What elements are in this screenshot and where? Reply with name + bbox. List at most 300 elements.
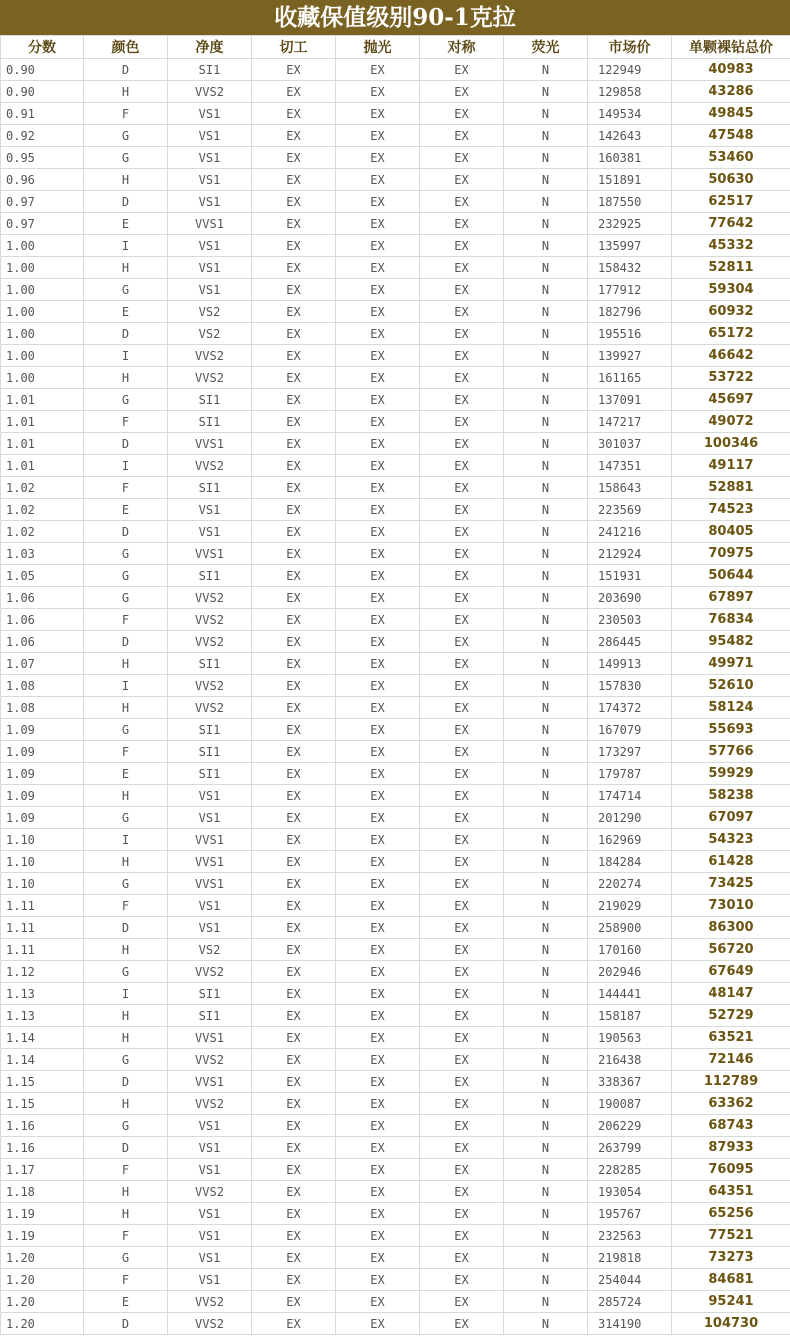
polish-cell: EX <box>336 1071 420 1093</box>
carat-cell: 1.18 <box>1 1181 84 1203</box>
table-row <box>1 697 790 719</box>
color-cell: E <box>84 763 168 785</box>
market-price-cell: 174372 <box>588 697 672 719</box>
table-row <box>1 301 790 323</box>
clarity-cell: VS1 <box>168 521 252 543</box>
clarity-cell: VVS2 <box>168 675 252 697</box>
symmetry-cell: EX <box>420 873 504 895</box>
polish-cell: EX <box>336 455 420 477</box>
carat-cell: 1.19 <box>1 1225 84 1247</box>
market-price-cell: 230503 <box>588 609 672 631</box>
market-price-cell: 129858 <box>588 81 672 103</box>
polish-cell: EX <box>336 411 420 433</box>
fluorescence-cell: N <box>504 631 588 653</box>
carat-cell: 1.02 <box>1 477 84 499</box>
symmetry-cell: EX <box>420 675 504 697</box>
carat-cell: 1.05 <box>1 565 84 587</box>
market-price-cell: 158187 <box>588 1005 672 1027</box>
color-cell: G <box>84 873 168 895</box>
market-price-cell: 162969 <box>588 829 672 851</box>
market-price-cell: 142643 <box>588 125 672 147</box>
symmetry-cell: EX <box>420 961 504 983</box>
table-row <box>1 125 790 147</box>
carat-cell: 0.92 <box>1 125 84 147</box>
color-cell: D <box>84 59 168 81</box>
carat-cell: 1.16 <box>1 1115 84 1137</box>
fluorescence-cell: N <box>504 499 588 521</box>
symmetry-cell: EX <box>420 257 504 279</box>
color-cell: H <box>84 257 168 279</box>
cut-cell: EX <box>252 433 336 455</box>
carat-cell: 1.09 <box>1 719 84 741</box>
fluorescence-cell: N <box>504 785 588 807</box>
polish-cell: EX <box>336 587 420 609</box>
cut-cell: EX <box>252 851 336 873</box>
symmetry-cell: EX <box>420 1137 504 1159</box>
fluorescence-cell: N <box>504 323 588 345</box>
clarity-cell: VS1 <box>168 1203 252 1225</box>
table-row <box>1 455 790 477</box>
symmetry-cell: EX <box>420 1115 504 1137</box>
table-row <box>1 675 790 697</box>
table-row <box>1 807 790 829</box>
color-cell: H <box>84 785 168 807</box>
carat-cell: 1.20 <box>1 1269 84 1291</box>
clarity-cell: VS1 <box>168 807 252 829</box>
symmetry-cell: EX <box>420 565 504 587</box>
carat-cell: 1.13 <box>1 983 84 1005</box>
clarity-cell: VVS1 <box>168 1071 252 1093</box>
clarity-cell: SI1 <box>168 983 252 1005</box>
color-cell: I <box>84 235 168 257</box>
clarity-cell: VVS2 <box>168 367 252 389</box>
fluorescence-cell: N <box>504 675 588 697</box>
cut-cell: EX <box>252 345 336 367</box>
total-price-cell: 95241 <box>672 1291 790 1313</box>
color-cell: D <box>84 521 168 543</box>
polish-cell: EX <box>336 829 420 851</box>
clarity-cell: VVS1 <box>168 433 252 455</box>
carat-cell: 1.06 <box>1 609 84 631</box>
polish-cell: EX <box>336 147 420 169</box>
carat-cell: 1.01 <box>1 433 84 455</box>
clarity-cell: VVS2 <box>168 1093 252 1115</box>
cut-cell: EX <box>252 1049 336 1071</box>
symmetry-cell: EX <box>420 147 504 169</box>
color-cell: F <box>84 477 168 499</box>
symmetry-cell: EX <box>420 499 504 521</box>
fluorescence-cell: N <box>504 147 588 169</box>
symmetry-cell: EX <box>420 433 504 455</box>
market-price-cell: 232563 <box>588 1225 672 1247</box>
total-price-cell: 73425 <box>672 873 790 895</box>
carat-cell: 1.12 <box>1 961 84 983</box>
total-price-cell: 54323 <box>672 829 790 851</box>
cut-cell: EX <box>252 147 336 169</box>
carat-cell: 1.01 <box>1 389 84 411</box>
total-price-cell: 73010 <box>672 895 790 917</box>
market-price-cell: 285724 <box>588 1291 672 1313</box>
clarity-cell: VS1 <box>168 895 252 917</box>
market-price-cell: 151891 <box>588 169 672 191</box>
symmetry-cell: EX <box>420 1093 504 1115</box>
market-price-cell: 228285 <box>588 1159 672 1181</box>
total-price-cell: 63521 <box>672 1027 790 1049</box>
fluorescence-cell: N <box>504 1247 588 1269</box>
symmetry-cell: EX <box>420 235 504 257</box>
market-price-cell: 170160 <box>588 939 672 961</box>
page-title: 收藏保值级别90-1克拉 <box>0 0 790 35</box>
table-row <box>1 1181 790 1203</box>
market-price-cell: 149913 <box>588 653 672 675</box>
cut-cell: EX <box>252 631 336 653</box>
fluorescence-cell: N <box>504 103 588 125</box>
symmetry-cell: EX <box>420 1313 504 1335</box>
symmetry-cell: EX <box>420 741 504 763</box>
polish-cell: EX <box>336 1115 420 1137</box>
color-cell: H <box>84 653 168 675</box>
carat-cell: 1.09 <box>1 785 84 807</box>
total-price-cell: 52881 <box>672 477 790 499</box>
clarity-cell: VVS2 <box>168 1049 252 1071</box>
color-cell: E <box>84 499 168 521</box>
symmetry-cell: EX <box>420 81 504 103</box>
table-row <box>1 411 790 433</box>
carat-cell: 0.97 <box>1 213 84 235</box>
color-cell: H <box>84 939 168 961</box>
clarity-cell: VS2 <box>168 939 252 961</box>
polish-cell: EX <box>336 499 420 521</box>
clarity-cell: VS1 <box>168 785 252 807</box>
cut-cell: EX <box>252 763 336 785</box>
carat-cell: 1.11 <box>1 939 84 961</box>
clarity-cell: VVS1 <box>168 543 252 565</box>
table-row <box>1 1027 790 1049</box>
fluorescence-cell: N <box>504 983 588 1005</box>
cut-cell: EX <box>252 1225 336 1247</box>
symmetry-cell: EX <box>420 1291 504 1313</box>
color-cell: E <box>84 301 168 323</box>
clarity-cell: VS1 <box>168 125 252 147</box>
carat-cell: 1.14 <box>1 1049 84 1071</box>
total-price-cell: 43286 <box>672 81 790 103</box>
fluorescence-cell: N <box>504 807 588 829</box>
color-cell: H <box>84 697 168 719</box>
symmetry-cell: EX <box>420 609 504 631</box>
carat-cell: 1.06 <box>1 587 84 609</box>
clarity-cell: VS1 <box>168 257 252 279</box>
table-row <box>1 257 790 279</box>
cut-cell: EX <box>252 499 336 521</box>
symmetry-cell: EX <box>420 807 504 829</box>
table-row <box>1 785 790 807</box>
table-row <box>1 609 790 631</box>
fluorescence-cell: N <box>504 191 588 213</box>
carat-cell: 0.95 <box>1 147 84 169</box>
fluorescence-cell: N <box>504 565 588 587</box>
carat-cell: 0.91 <box>1 103 84 125</box>
polish-cell: EX <box>336 741 420 763</box>
market-price-cell: 338367 <box>588 1071 672 1093</box>
fluorescence-cell: N <box>504 1137 588 1159</box>
color-cell: D <box>84 1137 168 1159</box>
total-price-cell: 73273 <box>672 1247 790 1269</box>
color-cell: G <box>84 389 168 411</box>
market-price-cell: 167079 <box>588 719 672 741</box>
symmetry-cell: EX <box>420 125 504 147</box>
clarity-cell: VS1 <box>168 191 252 213</box>
total-price-cell: 46642 <box>672 345 790 367</box>
total-price-cell: 104730 <box>672 1313 790 1335</box>
clarity-cell: VS1 <box>168 279 252 301</box>
cut-cell: EX <box>252 1313 336 1335</box>
symmetry-cell: EX <box>420 1159 504 1181</box>
fluorescence-cell: N <box>504 169 588 191</box>
symmetry-cell: EX <box>420 411 504 433</box>
carat-cell: 0.97 <box>1 191 84 213</box>
total-price-cell: 53460 <box>672 147 790 169</box>
clarity-cell: VVS2 <box>168 1291 252 1313</box>
fluorescence-cell: N <box>504 1269 588 1291</box>
table-row <box>1 191 790 213</box>
total-price-cell: 53722 <box>672 367 790 389</box>
total-price-cell: 45697 <box>672 389 790 411</box>
carat-cell: 1.06 <box>1 631 84 653</box>
market-price-cell: 232925 <box>588 213 672 235</box>
color-cell: F <box>84 895 168 917</box>
table-row <box>1 587 790 609</box>
market-price-cell: 149534 <box>588 103 672 125</box>
carat-cell: 1.20 <box>1 1291 84 1313</box>
clarity-cell: VS1 <box>168 1159 252 1181</box>
table-row <box>1 763 790 785</box>
fluorescence-cell: N <box>504 741 588 763</box>
color-cell: I <box>84 829 168 851</box>
clarity-cell: SI1 <box>168 653 252 675</box>
market-price-cell: 212924 <box>588 543 672 565</box>
color-cell: G <box>84 1049 168 1071</box>
total-price-cell: 74523 <box>672 499 790 521</box>
carat-cell: 1.17 <box>1 1159 84 1181</box>
table-row <box>1 1269 790 1291</box>
fluorescence-cell: N <box>504 213 588 235</box>
carat-cell: 1.08 <box>1 697 84 719</box>
color-cell: F <box>84 741 168 763</box>
table-row <box>1 653 790 675</box>
cut-cell: EX <box>252 741 336 763</box>
fluorescence-cell: N <box>504 719 588 741</box>
symmetry-cell: EX <box>420 301 504 323</box>
total-price-cell: 86300 <box>672 917 790 939</box>
clarity-cell: VVS2 <box>168 587 252 609</box>
cut-cell: EX <box>252 257 336 279</box>
clarity-cell: SI1 <box>168 59 252 81</box>
fluorescence-cell: N <box>504 433 588 455</box>
table-row <box>1 741 790 763</box>
total-price-cell: 63362 <box>672 1093 790 1115</box>
symmetry-cell: EX <box>420 191 504 213</box>
symmetry-cell: EX <box>420 1181 504 1203</box>
market-price-cell: 203690 <box>588 587 672 609</box>
color-cell: I <box>84 345 168 367</box>
cut-cell: EX <box>252 895 336 917</box>
total-price-cell: 47548 <box>672 125 790 147</box>
total-price-cell: 95482 <box>672 631 790 653</box>
cut-cell: EX <box>252 543 336 565</box>
cut-cell: EX <box>252 411 336 433</box>
fluorescence-cell: N <box>504 1049 588 1071</box>
market-price-cell: 195767 <box>588 1203 672 1225</box>
cut-cell: EX <box>252 719 336 741</box>
cut-cell: EX <box>252 917 336 939</box>
header-polish: 抛光 <box>336 36 420 59</box>
polish-cell: EX <box>336 1027 420 1049</box>
color-cell: G <box>84 565 168 587</box>
symmetry-cell: EX <box>420 323 504 345</box>
market-price-cell: 190563 <box>588 1027 672 1049</box>
symmetry-cell: EX <box>420 1247 504 1269</box>
market-price-cell: 258900 <box>588 917 672 939</box>
symmetry-cell: EX <box>420 103 504 125</box>
color-cell: H <box>84 169 168 191</box>
polish-cell: EX <box>336 1291 420 1313</box>
clarity-cell: VVS1 <box>168 1027 252 1049</box>
color-cell: G <box>84 147 168 169</box>
color-cell: F <box>84 1269 168 1291</box>
fluorescence-cell: N <box>504 939 588 961</box>
carat-cell: 1.07 <box>1 653 84 675</box>
market-price-cell: 157830 <box>588 675 672 697</box>
fluorescence-cell: N <box>504 1203 588 1225</box>
color-cell: D <box>84 1071 168 1093</box>
clarity-cell: VVS1 <box>168 873 252 895</box>
total-price-cell: 87933 <box>672 1137 790 1159</box>
market-price-cell: 158432 <box>588 257 672 279</box>
clarity-cell: SI1 <box>168 411 252 433</box>
market-price-cell: 161165 <box>588 367 672 389</box>
total-price-cell: 70975 <box>672 543 790 565</box>
polish-cell: EX <box>336 565 420 587</box>
polish-cell: EX <box>336 983 420 1005</box>
carat-cell: 0.90 <box>1 81 84 103</box>
polish-cell: EX <box>336 169 420 191</box>
color-cell: G <box>84 1247 168 1269</box>
clarity-cell: VS1 <box>168 169 252 191</box>
symmetry-cell: EX <box>420 389 504 411</box>
fluorescence-cell: N <box>504 1005 588 1027</box>
carat-cell: 1.11 <box>1 917 84 939</box>
cut-cell: EX <box>252 521 336 543</box>
market-price-cell: 144441 <box>588 983 672 1005</box>
cut-cell: EX <box>252 301 336 323</box>
cut-cell: EX <box>252 697 336 719</box>
clarity-cell: VVS2 <box>168 697 252 719</box>
clarity-cell: SI1 <box>168 477 252 499</box>
fluorescence-cell: N <box>504 367 588 389</box>
table-row <box>1 543 790 565</box>
polish-cell: EX <box>336 1137 420 1159</box>
cut-cell: EX <box>252 1291 336 1313</box>
table-row <box>1 631 790 653</box>
clarity-cell: VS2 <box>168 301 252 323</box>
polish-cell: EX <box>336 1159 420 1181</box>
fluorescence-cell: N <box>504 81 588 103</box>
cut-cell: EX <box>252 1159 336 1181</box>
cut-cell: EX <box>252 389 336 411</box>
clarity-cell: VVS2 <box>168 81 252 103</box>
clarity-cell: VS1 <box>168 1137 252 1159</box>
fluorescence-cell: N <box>504 1027 588 1049</box>
polish-cell: EX <box>336 323 420 345</box>
polish-cell: EX <box>336 939 420 961</box>
total-price-cell: 49072 <box>672 411 790 433</box>
total-price-cell: 52729 <box>672 1005 790 1027</box>
market-price-cell: 135997 <box>588 235 672 257</box>
fluorescence-cell: N <box>504 1159 588 1181</box>
cut-cell: EX <box>252 1027 336 1049</box>
clarity-cell: VS1 <box>168 917 252 939</box>
carat-cell: 1.09 <box>1 763 84 785</box>
clarity-cell: VS1 <box>168 1247 252 1269</box>
market-price-cell: 184284 <box>588 851 672 873</box>
total-price-cell: 80405 <box>672 521 790 543</box>
clarity-cell: VVS2 <box>168 1181 252 1203</box>
symmetry-cell: EX <box>420 1027 504 1049</box>
cut-cell: EX <box>252 587 336 609</box>
symmetry-cell: EX <box>420 521 504 543</box>
fluorescence-cell: N <box>504 521 588 543</box>
polish-cell: EX <box>336 895 420 917</box>
clarity-cell: VVS1 <box>168 851 252 873</box>
symmetry-cell: EX <box>420 587 504 609</box>
cut-cell: EX <box>252 455 336 477</box>
symmetry-cell: EX <box>420 455 504 477</box>
clarity-cell: VS1 <box>168 1115 252 1137</box>
clarity-cell: VVS2 <box>168 1313 252 1335</box>
fluorescence-cell: N <box>504 345 588 367</box>
market-price-cell: 301037 <box>588 433 672 455</box>
fluorescence-cell: N <box>504 961 588 983</box>
header-total-price: 单颗裸钻总价 <box>672 36 790 59</box>
carat-cell: 1.02 <box>1 499 84 521</box>
carat-cell: 0.96 <box>1 169 84 191</box>
symmetry-cell: EX <box>420 1225 504 1247</box>
cut-cell: EX <box>252 609 336 631</box>
header-symmetry: 对称 <box>420 36 504 59</box>
fluorescence-cell: N <box>504 279 588 301</box>
total-price-cell: 67897 <box>672 587 790 609</box>
color-cell: G <box>84 543 168 565</box>
total-price-cell: 50630 <box>672 169 790 191</box>
color-cell: G <box>84 587 168 609</box>
symmetry-cell: EX <box>420 763 504 785</box>
color-cell: D <box>84 917 168 939</box>
symmetry-cell: EX <box>420 367 504 389</box>
total-price-cell: 55693 <box>672 719 790 741</box>
fluorescence-cell: N <box>504 455 588 477</box>
polish-cell: EX <box>336 807 420 829</box>
cut-cell: EX <box>252 983 336 1005</box>
total-price-cell: 49845 <box>672 103 790 125</box>
table-row <box>1 1203 790 1225</box>
carat-cell: 1.00 <box>1 301 84 323</box>
clarity-cell: VVS2 <box>168 345 252 367</box>
table-row <box>1 1005 790 1027</box>
carat-cell: 1.00 <box>1 235 84 257</box>
header-carat: 分数 <box>1 36 84 59</box>
polish-cell: EX <box>336 543 420 565</box>
color-cell: F <box>84 411 168 433</box>
